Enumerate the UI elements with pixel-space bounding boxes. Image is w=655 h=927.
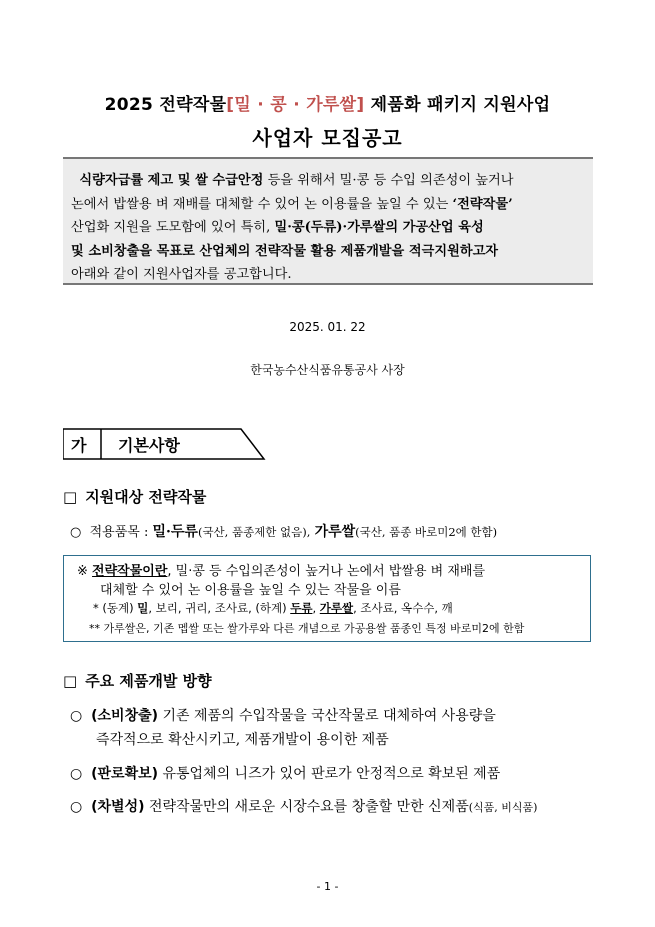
intro-line-3 bbox=[71, 216, 585, 240]
note-definition bbox=[77, 560, 485, 579]
note-footnote: ** 가루쌀은, 기존 멥쌀 또는 쌀가루와 다른 개념으로 가공용쌀 품종인 특정 바로미2에 한함 bbox=[89, 622, 525, 635]
intro-bold-2: ‘전략작물’ bbox=[452, 196, 513, 212]
direction-item-2-tag: (판로확보) bbox=[91, 766, 159, 782]
direction-heading-text: 주요 제품개발 방향 bbox=[85, 672, 212, 690]
note-ex-wheat: 밀 bbox=[137, 601, 149, 615]
target-crop-1: 밀·두류 bbox=[152, 524, 198, 540]
direction-item-3-text: 전략작물만의 새로운 시장수요를 창출할 만한 신제품 bbox=[144, 799, 469, 815]
section-letter: 가 bbox=[71, 436, 87, 455]
direction-item-1-tag: (소비창출) bbox=[91, 708, 159, 724]
title-prefix: 2025 전략작물 bbox=[104, 95, 227, 115]
checkbox-square-icon: □ bbox=[63, 488, 78, 506]
direction-item-3 bbox=[70, 796, 537, 816]
note-definition-2: 대체할 수 있어 논 이용률을 높일 수 있는 작물을 이름 bbox=[100, 583, 401, 598]
page-number: - 1 - bbox=[316, 880, 339, 893]
direction-item-1-text: 기존 제품의 수입작물을 국산작물로 대체하여 사용량을 bbox=[158, 708, 496, 724]
direction-item-1-cont: 즉각적으로 확산시키고, 제품개발이 용이한 제품 bbox=[96, 732, 389, 748]
target-item bbox=[70, 521, 497, 541]
direction-item-3-tag: (차별성) bbox=[91, 799, 145, 815]
circle-bullet-icon: ○ bbox=[70, 708, 83, 724]
title-suffix: 제품화 패키지 지원사업 bbox=[364, 95, 551, 115]
section-title: 기본사항 bbox=[118, 436, 180, 455]
target-heading-text: 지원대상 전략작물 bbox=[85, 488, 207, 506]
target-crop-2: 가루쌀 bbox=[314, 524, 356, 540]
note-def-bold: 전략작물이란 bbox=[92, 564, 168, 579]
note-ex-beans: 두류 bbox=[290, 601, 313, 615]
announcement-date: 2025. 01. 22 bbox=[289, 320, 366, 334]
note-def-rest: , 밀·콩 등 수입의존성이 높거나 논에서 밥쌀용 벼 재배를 bbox=[167, 564, 486, 579]
intro-line-2 bbox=[71, 193, 585, 217]
target-crop-2-note: (국산, 품종 바로미2에 한함) bbox=[355, 525, 498, 539]
intro-box bbox=[63, 157, 593, 285]
direction-item-2-text: 유통업체의 니즈가 있어 판로가 안정적으로 확보된 제품 bbox=[158, 766, 501, 782]
note-ex-rice: 가루쌀 bbox=[319, 601, 354, 615]
note-ex-d: , 조사료, 옥수수, 깨 bbox=[353, 601, 453, 615]
issuer: 한국농수산식품유통공사 사장 bbox=[250, 363, 405, 377]
circle-bullet-icon: ○ bbox=[70, 799, 83, 815]
circle-bullet-icon: ○ bbox=[70, 525, 82, 540]
checkbox-square-icon: □ bbox=[63, 672, 78, 690]
reference-mark-icon: ※ bbox=[77, 564, 88, 579]
target-label: 적용품목 : bbox=[89, 525, 149, 540]
target-heading bbox=[63, 486, 206, 507]
intro-line-4 bbox=[71, 240, 585, 264]
intro-text-5: 아래와 같이 지원사업자를 공고합니다. bbox=[71, 267, 292, 282]
intro-text-3: 산업화 지원을 도모함에 있어 특히, bbox=[71, 220, 275, 235]
note-examples bbox=[93, 600, 453, 616]
note-ex-a: * (동계) bbox=[93, 601, 138, 615]
intro-text-2: 논에서 밥쌀용 벼 재배를 대체할 수 있어 논 이용률을 높일 수 있는 bbox=[71, 196, 453, 212]
direction-item-1 bbox=[70, 705, 496, 725]
target-crop-1-note: (국산, 품종제한 없음), bbox=[197, 525, 311, 539]
intro-line-5 bbox=[71, 263, 585, 287]
direction-heading bbox=[63, 670, 212, 691]
intro-bold-3: 밀·콩(두류)·가루쌀의 가공산업 육성 bbox=[274, 220, 484, 235]
doc-title bbox=[0, 90, 655, 115]
direction-item-2 bbox=[70, 763, 500, 783]
doc-subtitle: 사업자 모집공고 bbox=[252, 126, 403, 150]
direction-item-3-small: (식품, 비식품) bbox=[468, 801, 538, 814]
note-ex-b2: , 보리, 귀리, 조사료, (하계) bbox=[148, 601, 291, 615]
intro-bold-1: 식량자급률 제고 및 쌀 수급안정 bbox=[79, 173, 264, 188]
intro-bold-4: 및 소비창출을 목표로 산업체의 전략작물 활용 제품개발을 적극지원하고자 bbox=[71, 243, 499, 259]
title-accent: [밀 · 콩 · 가루쌀] bbox=[226, 95, 365, 115]
intro-text-1: 등을 위해서 밀·콩 등 수입 의존성이 높거나 bbox=[263, 173, 514, 188]
note-ex-c: , bbox=[312, 601, 320, 615]
intro-line-1 bbox=[71, 169, 585, 193]
circle-bullet-icon: ○ bbox=[70, 766, 83, 782]
